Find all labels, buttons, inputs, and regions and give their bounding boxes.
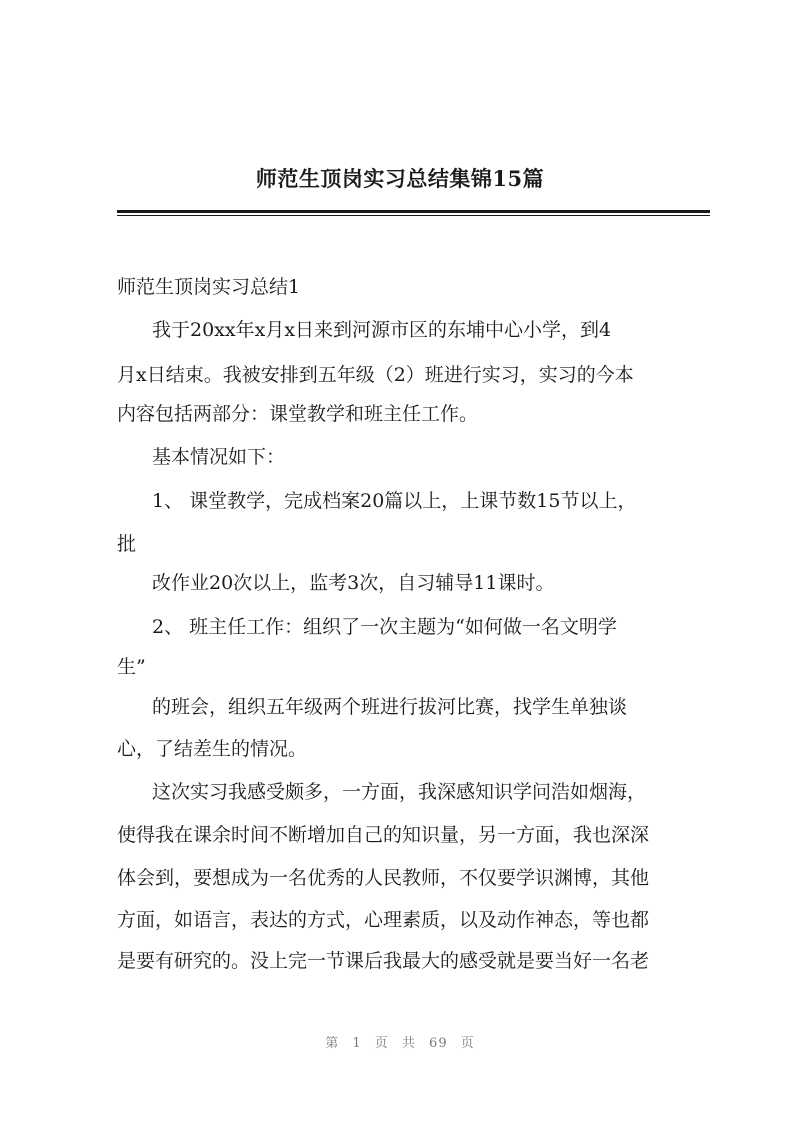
page-footer: 第 1 页 共 69 页 [325, 1036, 475, 1051]
body-line: 使得我在课余时间不断增加自己的知识量，另一方面，我也深深 [117, 824, 650, 846]
body-line: 方面，如语言，表达的方式，心理素质，以及动作神态，等也都 [117, 909, 650, 931]
body-line: 2、 班主任工作：组织了一次主题为“如何做一名文明学 [152, 616, 617, 638]
body-line: 体会到，要想成为一名优秀的人民教师，不仅要学识渊博，其他 [117, 867, 650, 889]
body-line: 基本情况如下： [152, 446, 286, 468]
body-line: 批 [117, 533, 137, 555]
section-heading: 师范生顶岗实习总结1 [117, 276, 301, 298]
body-line: 这次实习我感受颇多，一方面，我深感知识学问浩如烟海， [152, 781, 647, 803]
body-line: 是要有研究的。没上完一节课后我最大的感受就是要当好一名老 [117, 950, 650, 972]
body-line: 我于20xx年x月x日来到河源市区的东埔中心小学，到4 [152, 319, 612, 341]
title-rule-thin [117, 215, 710, 216]
body-line: 改作业20次以上，监考3次，自习辅导11课时。 [152, 572, 555, 594]
title-rule-thick [117, 210, 710, 213]
body-line: 内容包括两部分：课堂教学和班主任工作。 [117, 403, 479, 425]
body-line: 生” [117, 656, 146, 678]
body-line: 心，了结差生的情况。 [117, 738, 308, 760]
body-line: 月x日结束。我被安排到五年级（2）班进行实习，实习的今本 [117, 364, 634, 386]
document-title: 师范生顶岗实习总结集锦15篇 [255, 166, 545, 191]
body-line: 1、 课堂教学，完成档案20篇以上，上课节数15节以上， [152, 490, 637, 512]
body-line: 的班会，组织五年级两个班进行拔河比赛，找学生单独谈 [152, 696, 628, 718]
